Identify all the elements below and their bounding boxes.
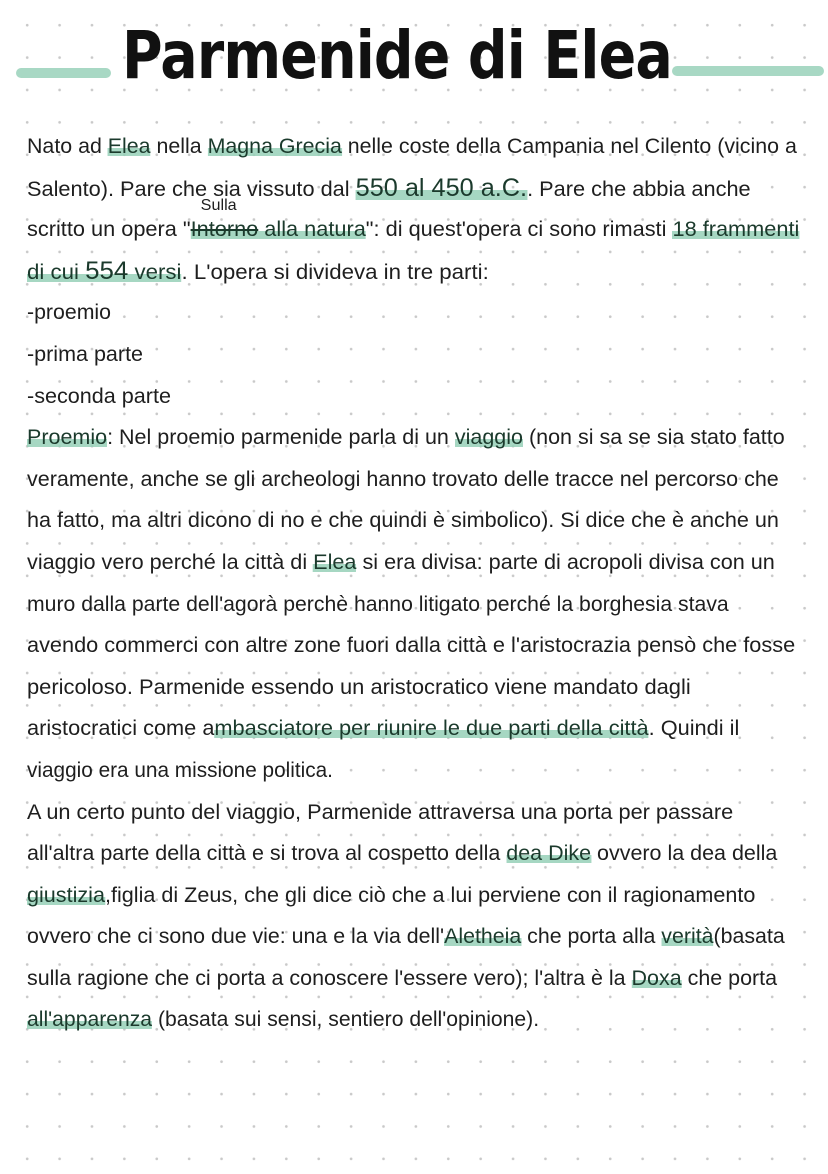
text-segment: (non si sa se sia stato fatto: [522, 425, 785, 450]
highlighted-text: alla natura: [258, 217, 366, 242]
highlighted-text: Doxa: [631, 965, 682, 990]
highlighted-text: Aletheia: [444, 924, 522, 949]
text-segment: si era divisa: parte di acropoli divisa con un: [356, 549, 775, 574]
highlighted-text: Magna Grecia: [207, 134, 342, 158]
highlighted-text: verità: [661, 924, 714, 949]
highlighted-text: giustizia: [27, 882, 105, 907]
handwritten-correction: Sulla: [200, 197, 237, 215]
title-header: [0, 0, 828, 120]
text-line: [27, 334, 807, 376]
text-segment: nella: [150, 134, 208, 158]
text-line: [27, 292, 807, 334]
highlighted-text: Proemio: [27, 425, 108, 450]
text-segment: Nato ad: [27, 134, 108, 158]
text-line: [27, 500, 807, 542]
struck-text: Intorno Sulla: [190, 197, 259, 242]
text-segment: ,figlia di Zeus, che gli dice ciò che a lui perviene con il ragionamento: [104, 882, 756, 907]
text-segment: : Nel proemio parmenide parla di un: [107, 425, 455, 450]
text-line: [27, 197, 807, 251]
text-line: [27, 168, 807, 210]
text-segment: pericoloso. Parmenide essendo un aristocratico viene mandato dagli: [27, 674, 691, 699]
text-segment: -prima parte: [27, 341, 144, 366]
text-line: [27, 459, 807, 501]
text-line: [27, 126, 807, 168]
text-line: [27, 916, 807, 958]
highlighted-text: 550 al 450 a.C.: [355, 173, 528, 202]
text-segment: (basata: [713, 924, 785, 949]
note-body: [27, 126, 807, 1041]
text-segment: (basata sui sensi, sentiero dell'opinione).: [152, 1007, 540, 1032]
text-line: [27, 625, 807, 667]
text-segment: . L'opera si divideva in tre parti:: [181, 259, 489, 284]
text-line: [27, 376, 807, 418]
text-segment: all'altra parte della città e si trova al cospetto della: [27, 841, 507, 866]
text-line: [27, 584, 807, 626]
text-line: [27, 958, 807, 1000]
text-segment: -seconda parte: [27, 383, 172, 408]
text-line: [27, 750, 807, 792]
text-segment: viaggio vero perché la città di: [27, 549, 314, 574]
text-line: [27, 417, 807, 459]
text-line: [27, 708, 807, 750]
text-segment: Salento). Pare che sia vissuto dal: [27, 176, 356, 201]
text-segment: aristocratici come a: [27, 716, 215, 741]
text-segment: che porta: [681, 965, 778, 990]
text-segment: scritto un opera ": [27, 217, 191, 242]
text-segment: ovvero la dea della: [591, 841, 778, 866]
highlighted-text: Elea: [313, 549, 357, 574]
text-line: [27, 833, 807, 875]
text-segment: che porta alla: [521, 924, 662, 949]
text-segment: nelle coste della Campania nel Cilento (vicino a: [341, 134, 797, 158]
text-segment: -proemio: [27, 300, 111, 325]
verse-count: 554: [85, 256, 129, 285]
text-line: [27, 999, 807, 1041]
text-segment: ovvero che ci sono due vie: una e la via dell': [27, 924, 445, 949]
text-segment: . Pare che abbia anche: [527, 176, 751, 201]
highlighted-text: viaggio: [454, 425, 523, 450]
text-line: [27, 542, 807, 584]
text-segment: A un certo punto del viaggio, Parmenide attraversa una porta per passare: [27, 799, 734, 824]
highlighted-text: all'apparenza: [27, 1007, 153, 1032]
highlighted-text: Elea: [107, 134, 151, 158]
text-line: [27, 251, 807, 293]
title-accent-line-right: [672, 66, 824, 76]
highlighted-text: dea Dike: [506, 841, 592, 866]
highlighted-text: 18 frammenti: [672, 217, 800, 242]
text-segment: avendo commerci con altre zone fuori dalla città e l'aristocrazia pensò che fosse: [27, 633, 796, 658]
text-line: [27, 792, 807, 834]
text-segment: viaggio era una missione politica.: [27, 757, 333, 782]
text-line: [27, 667, 807, 709]
text-segment: . Quindi il: [648, 716, 740, 741]
title-accent-line-left: [16, 68, 111, 78]
text-segment: ha fatto, ma altri dicono di no e che quindi è simbolico). Si dice che è anche un: [27, 508, 779, 533]
text-line: [27, 875, 807, 917]
highlighted-text: mbasciatore per riunire le due parti della città: [214, 716, 649, 741]
text-segment: muro dalla parte dell'agorà perchè hanno litigato perché la borghesia stava: [27, 591, 729, 616]
page-title: Parmenide di Elea: [122, 17, 672, 94]
text-segment: veramente, anche se gli archeologi hanno trovato delle tracce nel percorso che: [27, 466, 779, 491]
text-segment: sulla ragione che ci porta a conoscere l'essere vero); l'altra è la: [27, 965, 632, 990]
highlighted-text: di cui 554 versi: [27, 256, 182, 285]
text-segment: ": di quest'opera ci sono rimasti: [365, 217, 673, 242]
